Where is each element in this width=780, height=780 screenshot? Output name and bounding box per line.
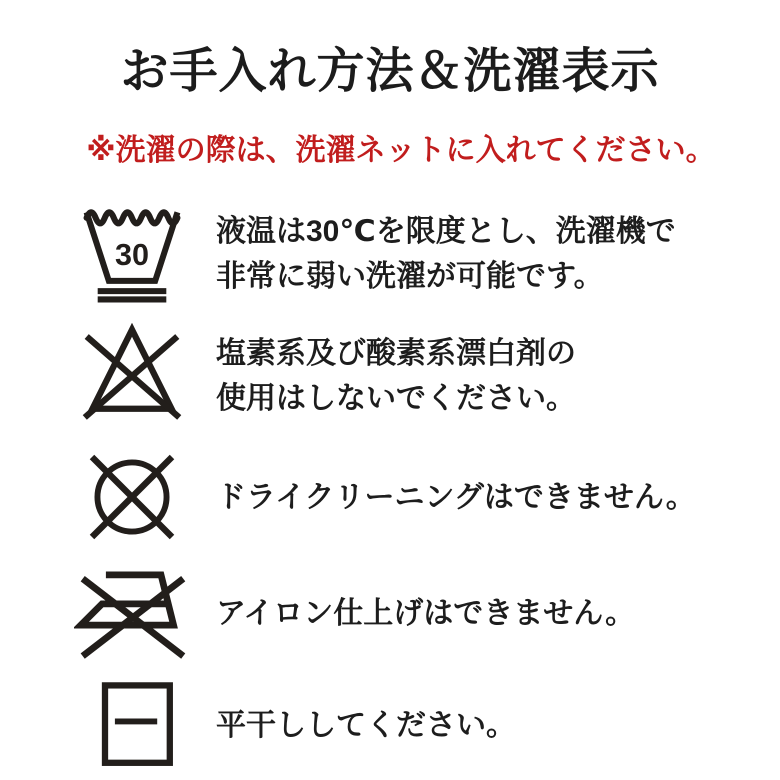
care-row-ironing — [70, 565, 754, 662]
symbol-cell — [70, 323, 194, 429]
laundry-net-notice: ※洗濯の際は、洗濯ネットに入れてください。 — [86, 134, 716, 168]
care-description-line: 使用はしないでください。 — [216, 382, 576, 416]
care-description-line: 平干ししてください。 — [216, 708, 516, 742]
no-dry-cleaning-icon — [82, 447, 182, 547]
care-description-line: ドライクリーニングはできません。 — [216, 480, 696, 514]
care-description-line: 液温は30℃を限度とし、洗濯機で — [216, 215, 676, 249]
page-title: お手入れ方法＆洗濯表示 — [120, 45, 660, 98]
symbol-cell — [70, 565, 194, 662]
symbol-cell — [70, 203, 194, 305]
care-description-line: 非常に弱い洗濯が可能です。 — [216, 260, 604, 294]
symbol-cell — [70, 447, 194, 547]
care-row-dry-cleaning — [70, 447, 754, 547]
care-row-bleach — [70, 323, 754, 429]
symbol-cell — [70, 680, 194, 770]
care-row-wash — [70, 203, 754, 305]
wash-30-very-gentle-icon — [81, 203, 183, 305]
care-instruction-list — [70, 203, 754, 770]
care-description-line: アイロン仕上げはできません。 — [216, 597, 636, 631]
care-row-flat-dry — [70, 680, 754, 770]
no-ironing-icon — [74, 565, 190, 662]
care-description — [216, 703, 516, 748]
care-description — [216, 331, 576, 421]
care-description — [216, 591, 635, 636]
care-description — [216, 209, 676, 299]
no-bleach-icon — [79, 323, 185, 429]
care-description — [216, 475, 696, 520]
flat-dry-icon — [87, 680, 177, 770]
wash-temperature-number: 30 — [114, 238, 150, 273]
care-description-line: 塩素系及び酸素系漂白剤の — [216, 337, 576, 371]
